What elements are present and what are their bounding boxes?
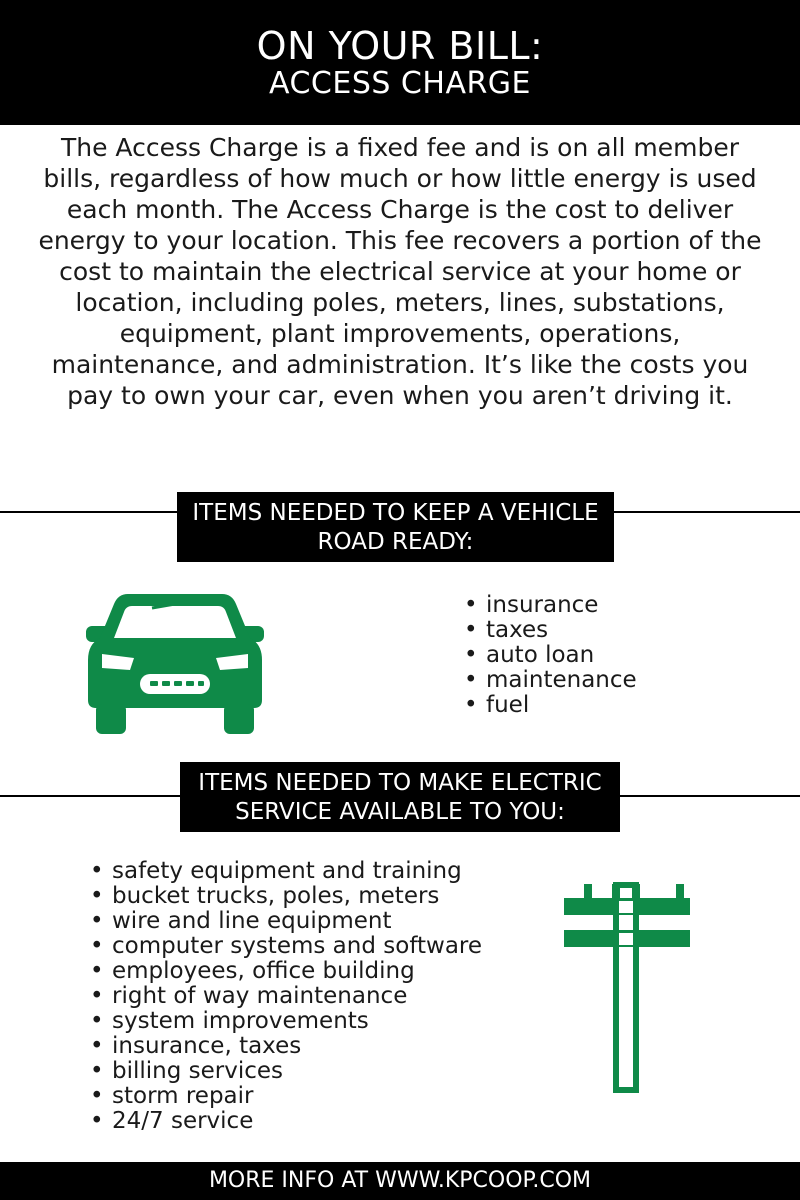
list-item: • computer systems and software — [90, 934, 482, 959]
list-item: • maintenance — [464, 668, 637, 693]
electric-items-list — [90, 859, 482, 1134]
list-item: • insurance — [464, 593, 637, 618]
vehicle-banner-line1: ITEMS NEEDED TO KEEP A VEHICLE — [192, 500, 599, 526]
list-item: • storm repair — [90, 1084, 482, 1109]
electric-banner-line2: SERVICE AVAILABLE TO YOU: — [235, 799, 565, 825]
list-item: • right of way maintenance — [90, 984, 482, 1009]
list-item: • employees, office building — [90, 959, 482, 984]
vehicle-banner-line2: ROAD READY: — [317, 529, 474, 555]
intro-paragraph: The Access Charge is a fixed fee and is on all member bills, regardless of how much or how little energy is used each month. The Access Charge is the cost to deliver energy to your location. This fee recovers a portion of the cost to maintain the electrical service at your home or location, including poles, meters, lines, substations, equipment, plant improvements, operations, maintenance, and administration. It’s like the costs you pay to own your car, even when you aren’t driving it. — [38, 133, 762, 410]
list-item: • bucket trucks, poles, meters — [90, 884, 482, 909]
list-item: • auto loan — [464, 643, 637, 668]
header-bar — [0, 0, 800, 125]
page-subtitle: ACCESS CHARGE — [268, 66, 532, 101]
list-item: • billing services — [90, 1059, 482, 1084]
electric-banner-line1: ITEMS NEEDED TO MAKE ELECTRIC — [198, 770, 602, 796]
vehicle-items-list — [464, 593, 637, 718]
vehicle-section-banner — [177, 492, 614, 562]
list-item: • wire and line equipment — [90, 909, 482, 934]
list-item: • fuel — [464, 693, 637, 718]
utility-pole-icon — [560, 880, 692, 1094]
list-item: • 24/7 service — [90, 1109, 482, 1134]
list-item: • system improvements — [90, 1009, 482, 1034]
electric-section-banner — [180, 762, 620, 832]
list-item: • insurance, taxes — [90, 1034, 482, 1059]
car-icon — [82, 588, 268, 738]
list-item: • safety equipment and training — [90, 859, 482, 884]
footer-bar: MORE INFO AT WWW.KPCOOP.COM — [0, 1162, 800, 1200]
list-item: • taxes — [464, 618, 637, 643]
page-title: ON YOUR BILL: — [256, 24, 544, 68]
